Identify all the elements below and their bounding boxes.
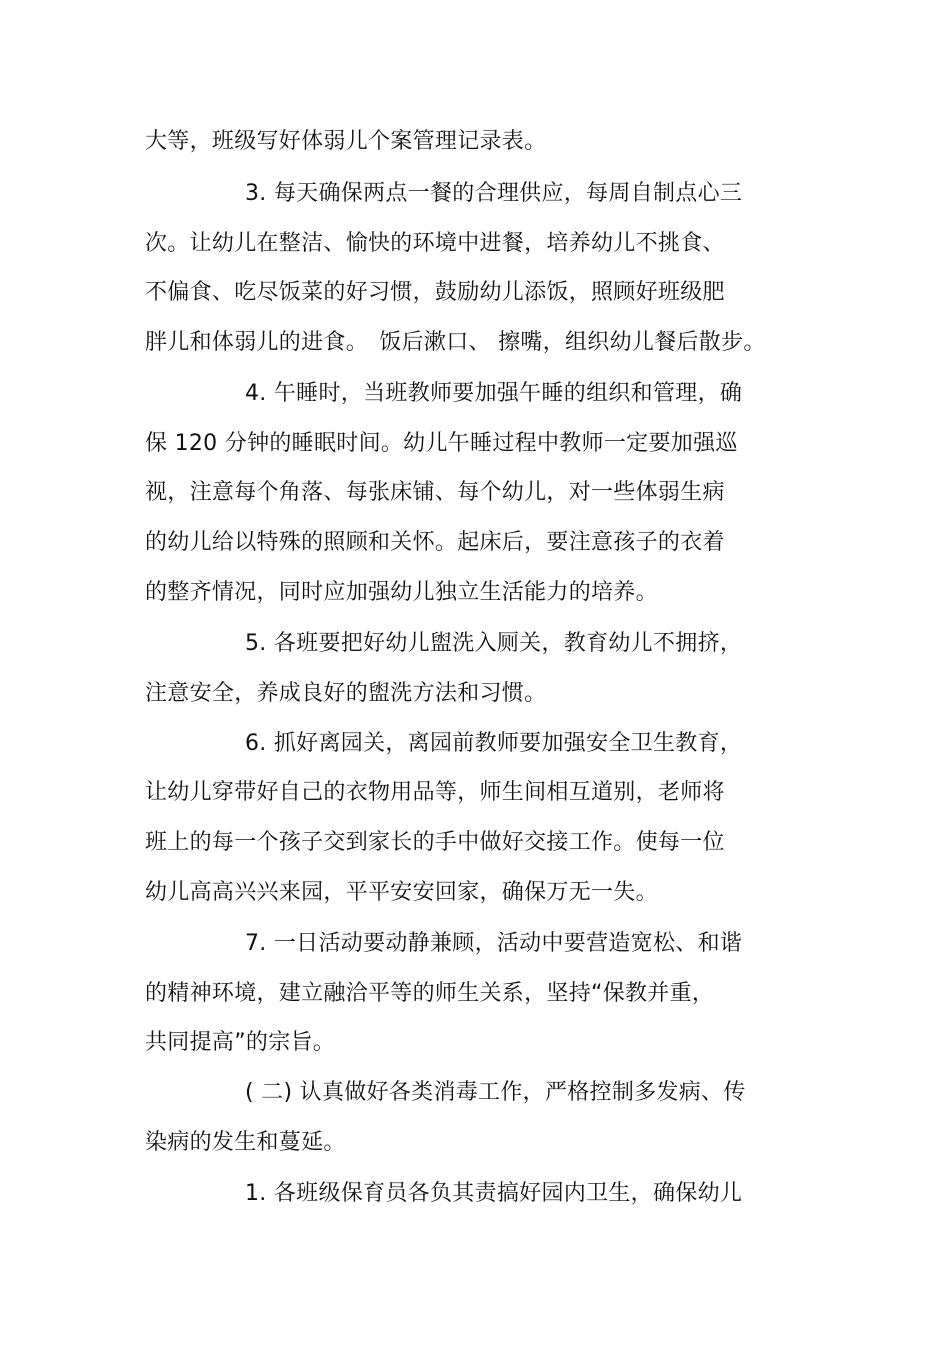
- text-line: 视，注意每个角落、每张床铺、每个幼儿，对一些体弱生病: [145, 480, 725, 505]
- text-line: 的精神环境，建立融洽平等的师生关系，坚持“保教并重，: [145, 981, 715, 1006]
- text-line: 不偏食、吃尽饭菜的好习惯，鼓励幼儿添饭，照顾好班级肥: [145, 280, 725, 305]
- text-line: 让幼儿穿带好自己的衣物用品等，师生间相互道别，老师将: [145, 780, 725, 805]
- text-line: 胖儿和体弱儿的进食。 饭后漱口、 擦嘴，组织幼儿餐后散步。: [145, 330, 766, 355]
- text-line: 共同提高”的宗旨。: [145, 1030, 336, 1055]
- paragraph-item-5: 5. 各班要把好幼儿盥洗入厕关，教育幼儿不拥挤，: [245, 631, 743, 656]
- text-line: 班上的每一个孩子交到家长的手中做好交接工作。使每一位: [145, 830, 725, 855]
- text-line: 注意安全，养成良好的盥洗方法和习惯。: [145, 681, 547, 706]
- text-line: 幼儿高高兴兴来园，平平安安回家，确保万无一失。: [145, 880, 658, 905]
- text-line: 的整齐情况，同时应加强幼儿独立生活能力的培养。: [145, 580, 658, 605]
- text-line: 大等，班级写好体弱儿个案管理记录表。: [145, 129, 547, 154]
- text-line: 保 120 分钟的睡眠时间。幼儿午睡过程中教师一定要加强巡: [145, 431, 738, 456]
- paragraph-item-4: 4. 午睡时，当班教师要加强午睡的组织和管理，确: [245, 381, 743, 406]
- text-line: 次。让幼儿在整洁、愉快的环境中进餐，培养幼儿不挑食、: [145, 231, 725, 256]
- section-heading-2: ( 二) 认真做好各类消毒工作，严格控制多发病、传: [245, 1080, 746, 1105]
- paragraph-item-6: 6. 抓好离园关，离园前教师要加强安全卫生教育，: [245, 731, 743, 756]
- paragraph-item-7: 7. 一日活动要动静兼顾，活动中要营造宽松、和谐: [245, 931, 743, 956]
- text-line: 染病的发生和蔓延。: [145, 1130, 346, 1155]
- text-line: 的幼儿给以特殊的照顾和关怀。起床后，要注意孩子的衣着: [145, 530, 725, 555]
- paragraph-item-3: 3. 每天确保两点一餐的合理供应，每周自制点心三: [245, 181, 743, 206]
- paragraph-item-1: 1. 各班级保育员各负其责搞好园内卫生，确保幼儿: [245, 1181, 743, 1206]
